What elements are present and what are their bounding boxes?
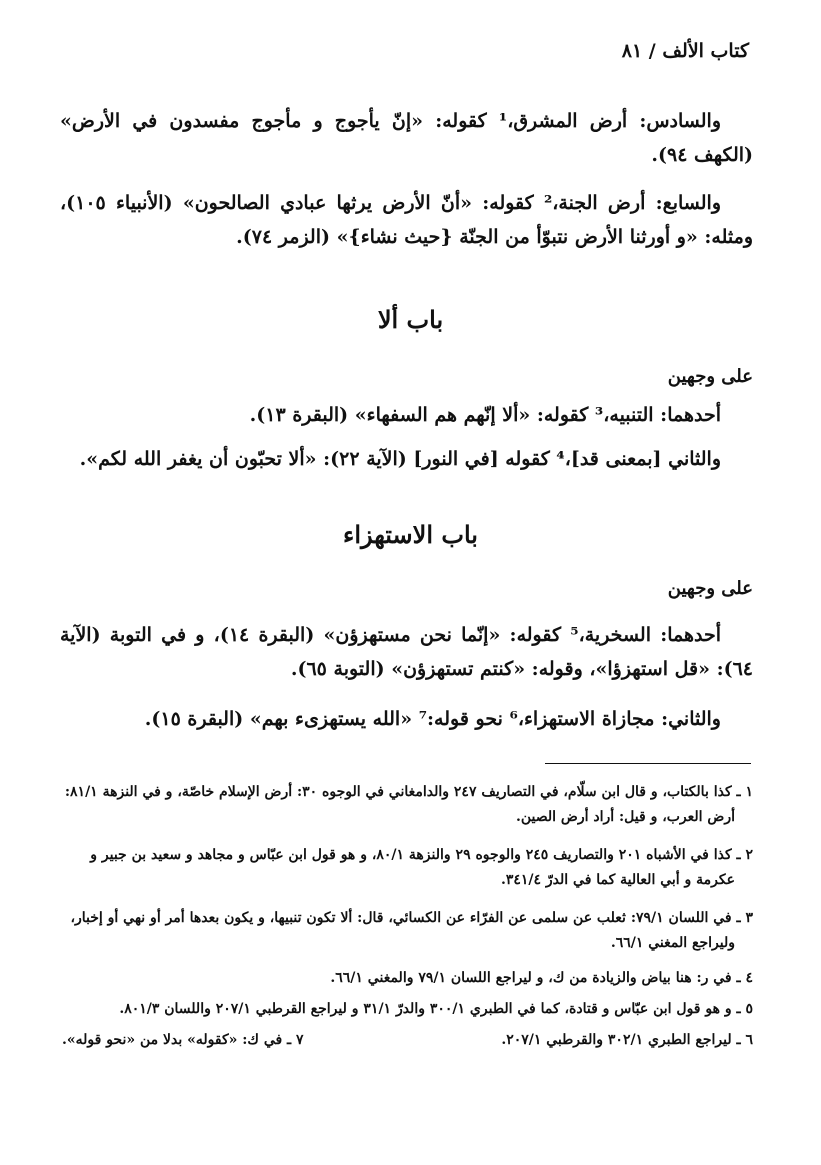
footnote-2-line-1: ٢ ـ كذا في الأشباه ٢٠١ والتصاريف ٢٤٥ والوجوه ٢٩ والنزهة ٨٠/١، و هو قول ابن عبّاس و مجاهد و سعيد بن جبير و [90,847,753,863]
section-title-istihza: باب الاستهزاء [343,520,478,549]
paragraph-ala-second: والثاني [بمعنى قد]،⁴ كقوله [في النور] (الآية ٢٢): «ألا تحبّون أن يغفر الله لكم». [79,448,721,470]
section-title-ala: باب ألا [377,305,444,334]
footnote-1-line-2: أرض العرب، و قيل: أراد أرض الصين. [515,809,735,825]
paragraph-istihza-second: والثاني: مجازاة الاستهزاء،⁶ نحو قوله:⁷ «الله يستهزىء بهم» (البقرة ١٥). [144,708,721,730]
footnote-6: ٦ ـ ليراجع الطبري ٣٠٢/١ والقرطبي ٢٠٧/١. [501,1032,753,1048]
footnote-3 [62,906,753,956]
footnote-6-7-row [62,1028,753,1053]
section-subtitle-ala: على وجهين [667,366,753,387]
paragraph-istihza-first: أحدهما: السخرية،⁵ كقوله: «إنّما نحن مستهزؤن» (البقرة ١٤)، و في التوبة (الآية ٦٤): «قل استهزؤا»، وقوله: «كنتم تستهزؤن» (التوبة ٦٥). [60,624,753,680]
footnote-3-line-2: وليراجع المغني ٦٦/١. [610,935,735,951]
footnote-2-line-2: عكرمة و أبي العالية كما في الدرّ ٣٤١/٤. [500,872,735,888]
footnote-1 [62,780,753,830]
footnote-4: ٤ ـ في ر: هنا بياض والزيادة من ك، و ليراجع اللسان ٧٩/١ والمغني ٦٦/١. [330,970,753,986]
paragraph-ala-first: أحدهما: التنبيه،³ كقوله: «ألا إنّهم هم السفهاء» (البقرة ١٣). [249,404,721,426]
footnote-3-line-1: ٣ ـ في اللسان ٧٩/١: ثعلب عن سلمى عن الفرّاء عن الكسائي، قال: ألا تكون تنبيها، و يكون بعدها أمر أو نهي أو إخبار، [70,910,753,926]
section-subtitle-istihza: على وجهين [667,578,753,599]
footnote-5: ٥ ـ و هو قول ابن عبّاس و قتادة، كما في الطبري ٣٠٠/١ والدرّ ٣١/١ و ليراجع القرطبي ٢٠٧/١ واللسان ٨٠١/٣. [119,1001,753,1017]
footnote-divider [545,763,751,764]
running-header: كتاب الألف / ٨١ [621,40,749,62]
footnote-7: ٧ ـ في ك: «كقوله» بدلا من «نحو قوله». [62,1032,304,1048]
footnote-1-line-1: ١ ـ كذا بالكتاب، و قال ابن سلّام، في التصاريف ٢٤٧ والدامغاني في الوجوه ٣٠: أرض الإسلام خاصّة، و في النزهة ٨١/١: [64,784,753,800]
paragraph-sixth-meaning: والسادس: أرض المشرق،¹ كقوله: «إنّ يأجوج و مأجوج مفسدون في الأرض» (الكهف ٩٤). [60,110,753,166]
paragraph-seventh-meaning: والسابع: أرض الجنة،² كقوله: «أنّ الأرض يرثها عبادي الصالحون» (الأنبياء ١٠٥)، ومثله: «و أورثنا الأرض نتبوّأ من الجنّة {حيث نشاء}» (الزمر ٧٤). [60,192,753,248]
footnote-2 [62,843,753,893]
